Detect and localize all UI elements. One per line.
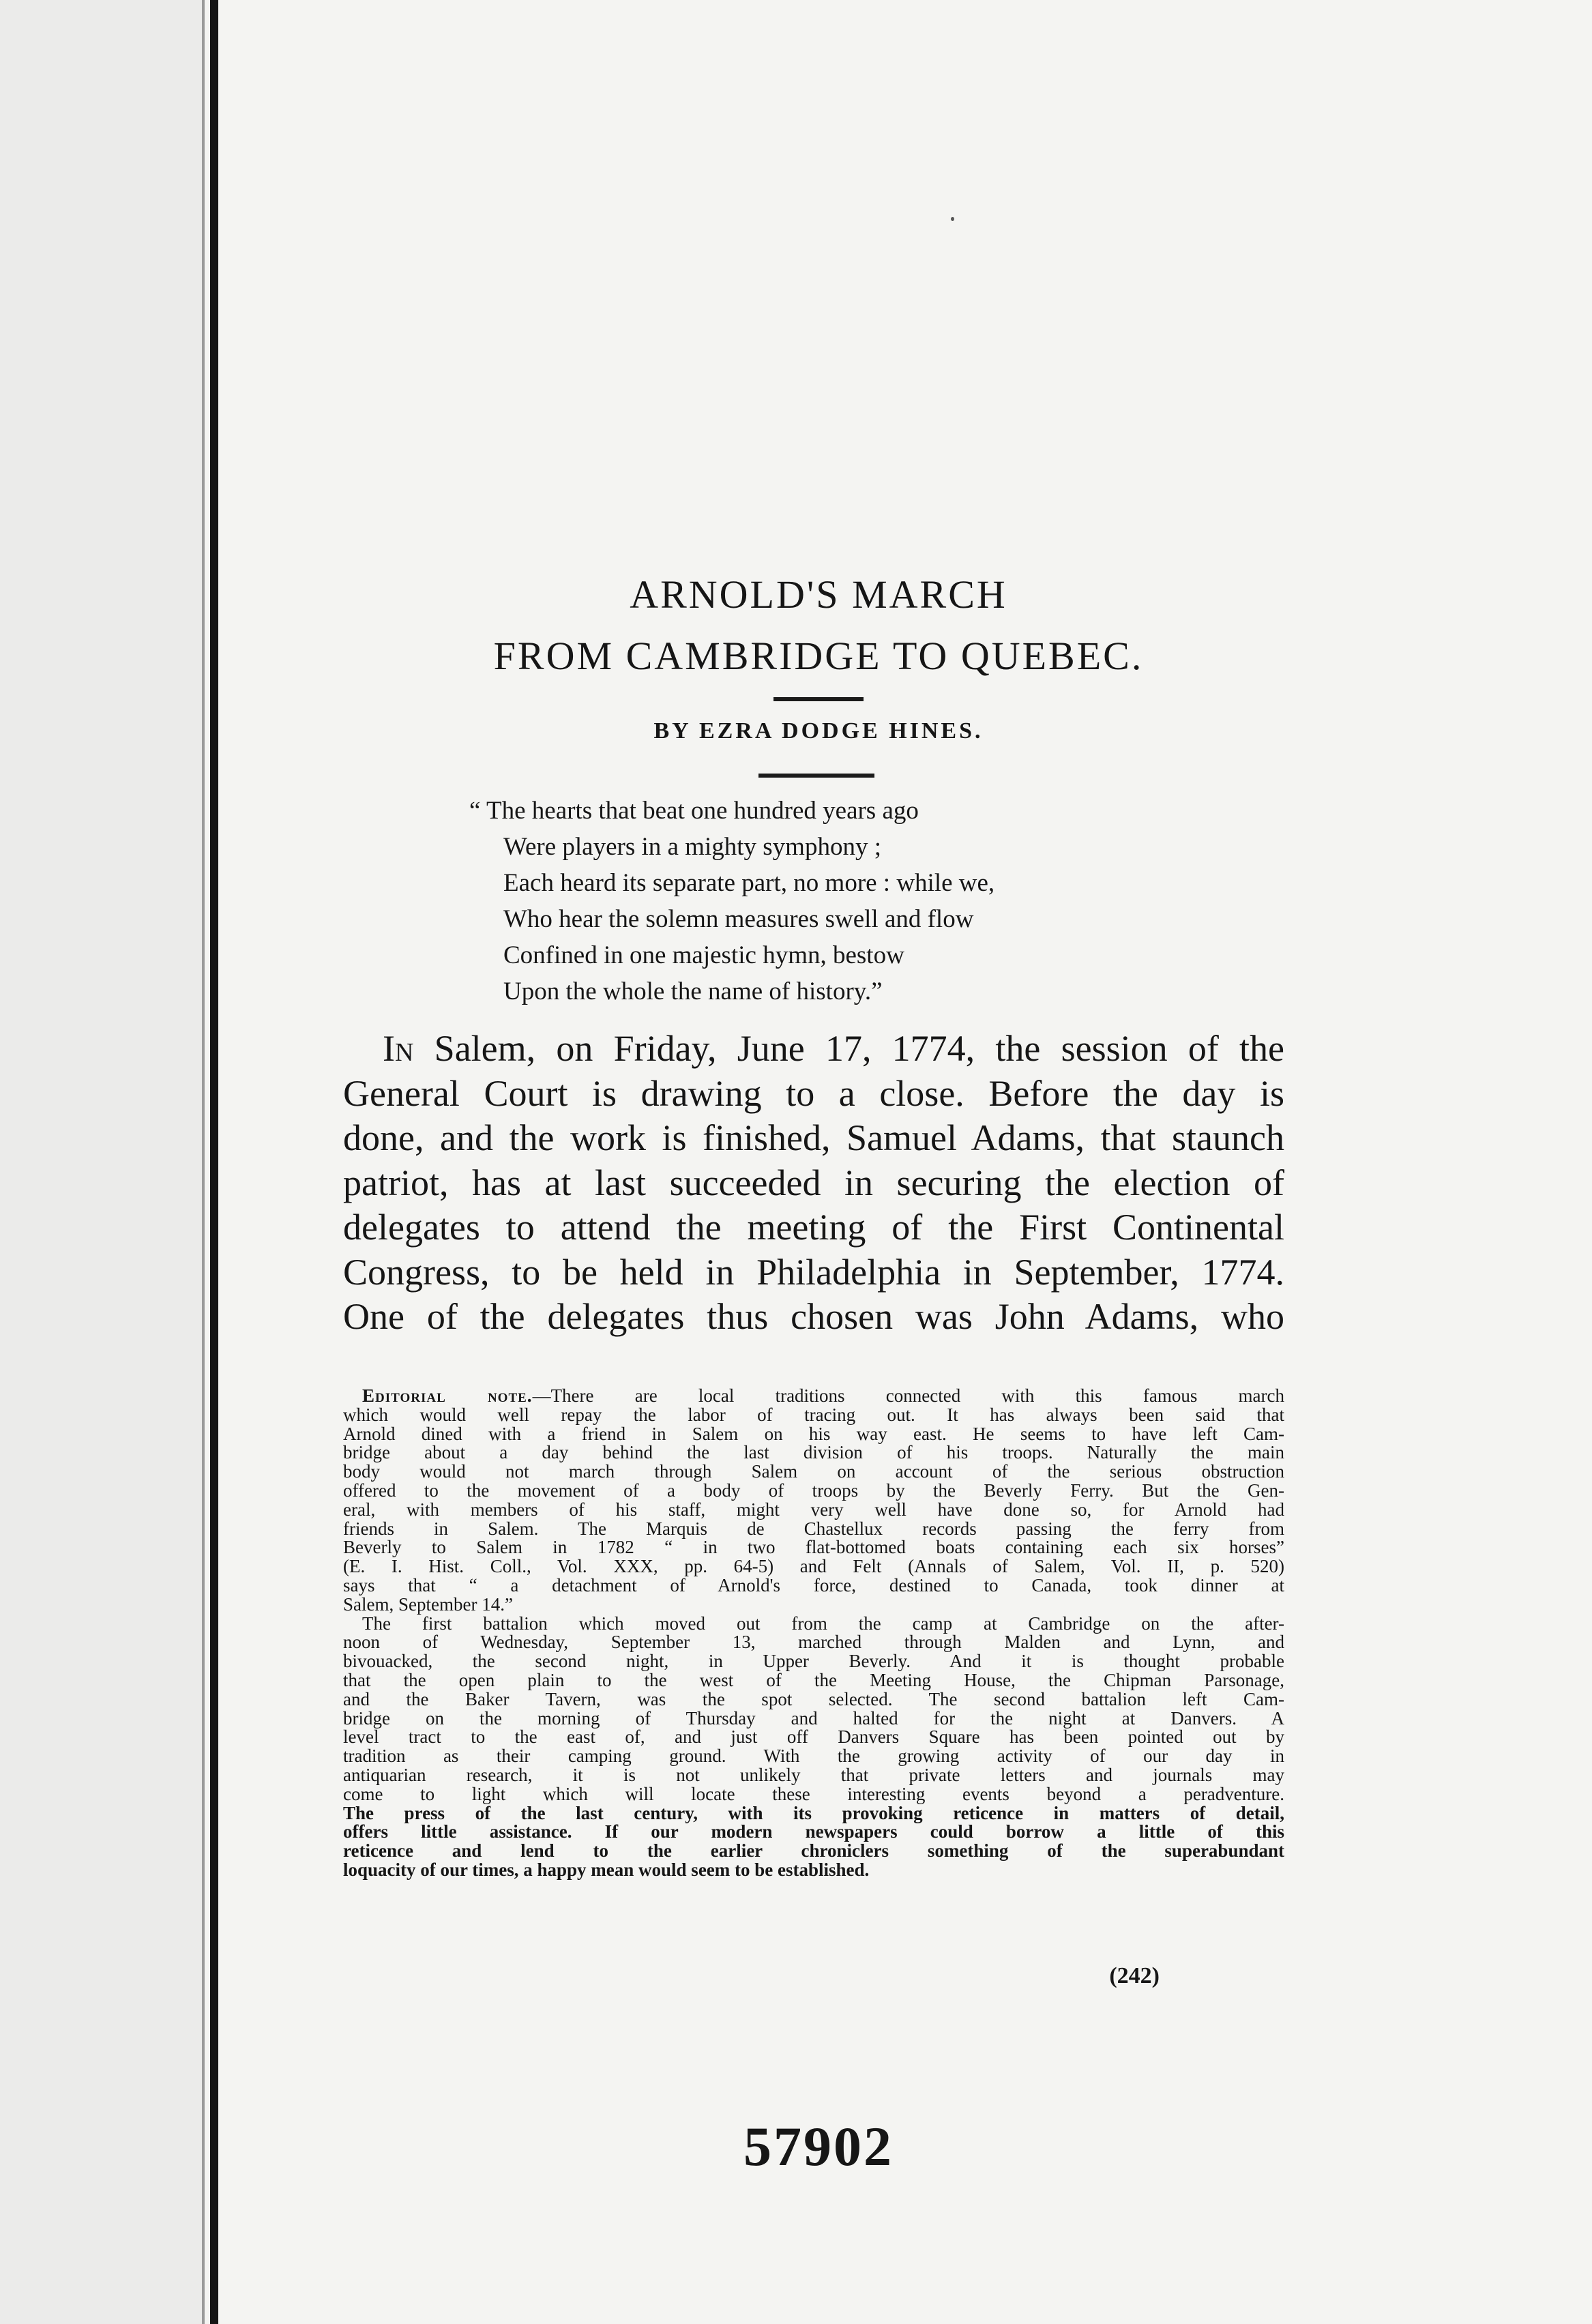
scan-edge-strip (0, 0, 205, 2324)
byline-rule (758, 774, 874, 778)
body-line: One of the delegates thus chosen was John Adams, who (343, 1296, 1284, 1337)
binding-line (210, 0, 218, 2324)
page-number: (242) (1109, 1963, 1160, 1988)
binding-shadow (202, 0, 205, 2324)
body-line-text: Salem, on Friday, June 17, 1774, the session of the (434, 1028, 1284, 1069)
note-line: tradition as their camping ground. With the growing activity of our day in (343, 1746, 1284, 1767)
epigraph-line: Who hear the solemn measures swell and flow (503, 905, 974, 933)
epigraph-line: “ The hearts that beat one hundred years ago (469, 797, 919, 825)
title-rule (773, 697, 864, 701)
byline: BY EZRA DODGE HINES. (653, 718, 984, 744)
note-line: The press of the last century, with its provoking reticence in matters of detail, (343, 1802, 1284, 1823)
note-lead: Editorial note. (362, 1385, 533, 1406)
epigraph (469, 793, 1356, 1010)
note-line: eral, with members of his staff, might very well have done so, for Arnold had (343, 1499, 1284, 1520)
title-line-1: ARNOLD'S MARCH (630, 572, 1007, 617)
body-line: done, and the work is finished, Samuel Adams, that staunch (343, 1117, 1284, 1158)
body-paragraph (343, 1027, 1284, 1340)
note-line: noon of Wednesday, September 13, marched through Malden and Lynn, and (343, 1632, 1284, 1653)
epigraph-line: Were players in a mighty symphony ; (503, 833, 881, 861)
note-line: bridge about a day behind the last division of his troops. Naturally the main (343, 1442, 1284, 1463)
note-line: come to light which will locate these interesting events beyond a peradventure. (343, 1783, 1284, 1804)
note-line: and the Baker Tavern, was the spot selected. The second battalion left Cam- (343, 1688, 1284, 1709)
epigraph-line: Each heard its separate part, no more : while we, (503, 869, 995, 897)
title-line-2: FROM CAMBRIDGE TO QUEBEC. (493, 634, 1144, 678)
body-line: Congress, to be held in Philadelphia in September, 1774. (343, 1251, 1284, 1293)
body-line (343, 1027, 1284, 1072)
note-line: loquacity of our times, a happy mean would seem to be established. (343, 1859, 870, 1880)
note-line-text: —There are local traditions connected with this famous march (532, 1385, 1285, 1406)
note-line: offered to the movement of a body of troops by the Beverly Ferry. But the Gen- (343, 1480, 1284, 1501)
stamp-number: 57902 (743, 2115, 894, 2177)
note-line: says that “ a detachment of Arnold's force, destined to Canada, took dinner at (343, 1574, 1284, 1595)
editorial-note (343, 1387, 1284, 1880)
note-line: Salem, September 14.” (343, 1593, 513, 1615)
note-line: body would not march through Salem on account of the serious obstruction (343, 1461, 1284, 1482)
note-line: that the open plain to the west of the Meeting House, the Chipman Parsonage, (343, 1669, 1284, 1690)
note-line: (E. I. Hist. Coll., Vol. XXX, pp. 64-5) and Felt (Annals of Salem, Vol. II, p. 520) (343, 1556, 1284, 1577)
epigraph-line: Upon the whole the name of history.” (503, 977, 883, 1005)
note-line: friends in Salem. The Marquis de Chastellux records passing the ferry from (343, 1518, 1284, 1539)
note-line (343, 1387, 1284, 1406)
note-line: which would well repay the labor of tracing out. It has always been said that (343, 1404, 1284, 1425)
note-line: antiquarian research, it is not unlikely that private letters and journals may (343, 1764, 1284, 1785)
epigraph-line: Confined in one majestic hymn, bestow (503, 941, 904, 969)
note-line: offers little assistance. If our modern newspapers could borrow a little of this (343, 1821, 1284, 1842)
scan-speck (951, 217, 954, 221)
note-line: The first battalion which moved out from the camp at Cambridge on the after- (362, 1613, 1284, 1634)
body-line: delegates to attend the meeting of the First Continental (343, 1207, 1284, 1248)
note-line: Arnold dined with a friend in Salem on his way east. He seems to have left Cam- (343, 1423, 1284, 1444)
body-line: General Court is drawing to a close. Before the day is (343, 1072, 1284, 1114)
note-line: bivouacked, the second night, in Upper Beverly. And it is thought probable (343, 1651, 1284, 1672)
note-line: level tract to the east of, and just off Danvers Square has been pointed out by (343, 1726, 1284, 1748)
note-line: reticence and lend to the earlier chroniclers something of the superabundant (343, 1840, 1284, 1862)
drop-lead: In (383, 1028, 414, 1069)
note-line: bridge on the morning of Thursday and halted for the night at Danvers. A (343, 1707, 1284, 1729)
body-line: patriot, has at last succeeded in securing the election of (343, 1162, 1284, 1203)
note-line: Beverly to Salem in 1782 “ in two flat-bottomed boats containing each six horses” (343, 1537, 1284, 1558)
